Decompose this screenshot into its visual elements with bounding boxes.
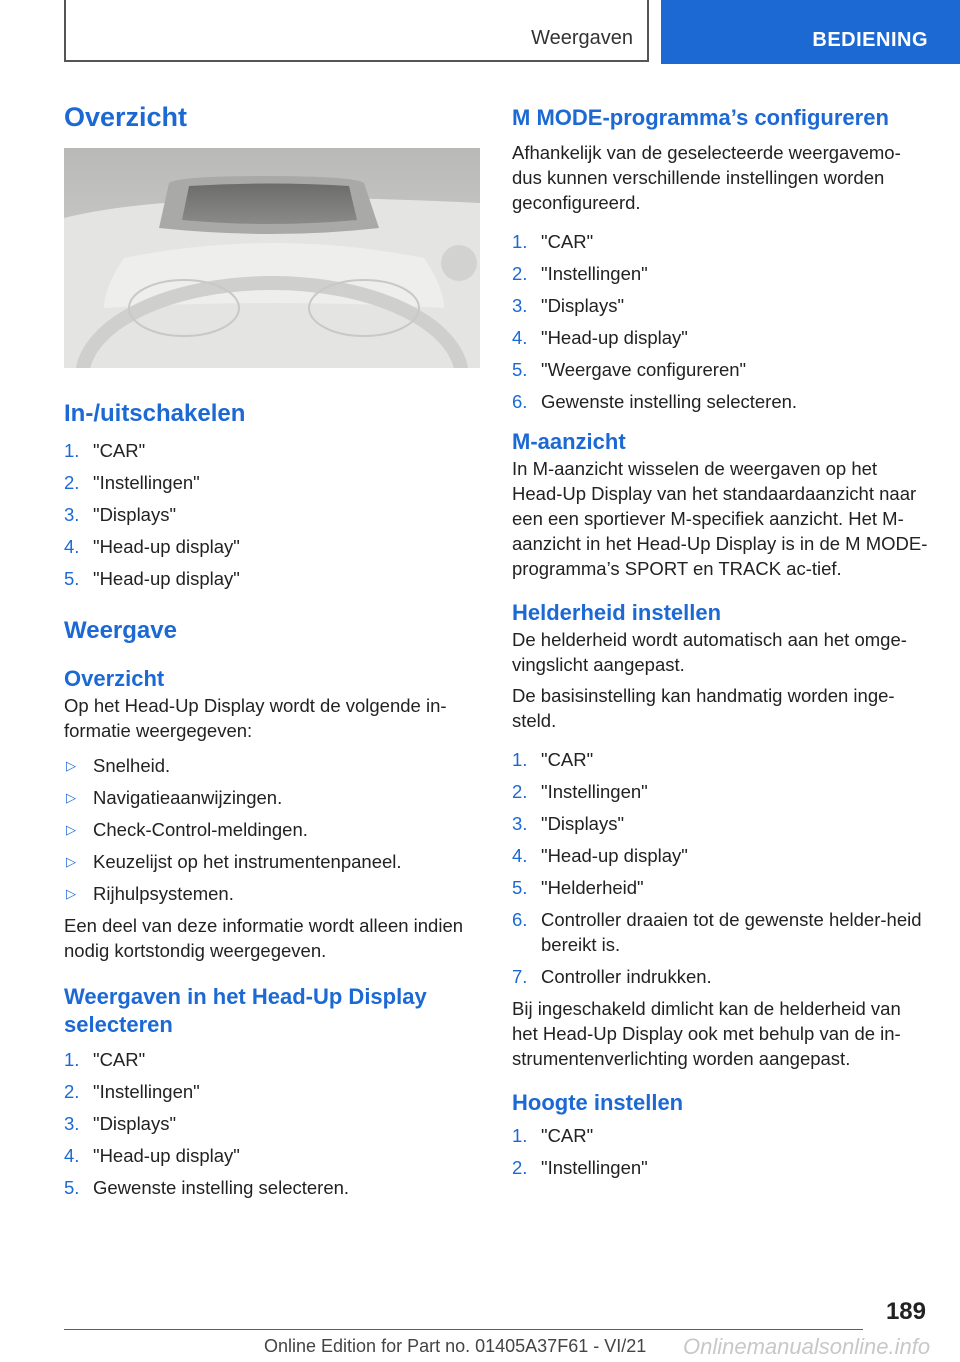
list-item: ▷ Snelheid. <box>66 755 171 776</box>
hud-photo <box>64 148 480 368</box>
triangle-bullet-icon: ▷ <box>66 854 76 869</box>
display-subtitle: Overzicht <box>64 666 165 691</box>
section-tab <box>64 0 649 62</box>
display-bullets <box>64 753 480 906</box>
chapter-tab <box>661 0 960 64</box>
chapter-label: BEDIENING <box>812 29 928 51</box>
list-item: 3. "Displays" <box>64 1113 177 1134</box>
list-item: 2. "Instellingen" <box>512 1157 648 1178</box>
list-item: 1. "CAR" <box>64 440 146 461</box>
maanzicht-title: M-aanzicht <box>512 429 626 454</box>
list-item: ▷ Check-Control-meldingen. <box>66 819 308 840</box>
overview-title: Overzicht <box>64 102 188 132</box>
onoff-title: In-/uitschakelen <box>64 400 246 427</box>
maanzicht-text: In M-aanzicht wisselen de weergaven op het Head-Up Display van het standaardaanzicht naar een een sportiever M-specifiek aanzicht. Het M-aanzicht in het Head-Up Display is in de M MODE-programma’s SPORT en TRACK ac-tief. <box>512 458 928 579</box>
right-column <box>512 100 928 1187</box>
watermark: Onlinemanualsonline.info <box>683 1334 931 1359</box>
list-item: 1. "CAR" <box>512 231 594 252</box>
list-item: 4. "Head-up display" <box>512 327 688 348</box>
mmode-intro: Afhankelijk van de geselecteerde weergavemo-dus kunnen verschillende instellingen worden geconfigureerd. <box>512 142 901 213</box>
brightness-p1: De helderheid wordt automatisch aan het omge-vingslicht aangepast. <box>512 629 907 675</box>
list-item: 6. Controller draaien tot de gewenste helder-heid bereikt is. <box>512 909 922 955</box>
list-item: 3. "Displays" <box>64 504 177 525</box>
edition-text: Online Edition for Part no. 01405A37F61 - VI/21 <box>264 1336 647 1356</box>
list-item: 7. Controller indrukken. <box>512 966 712 987</box>
list-item: 5. "Helderheid" <box>512 877 644 898</box>
mmode-title: M MODE-programma’s configureren <box>512 105 889 130</box>
height-steps <box>512 1123 928 1180</box>
page-header <box>64 0 960 64</box>
brightness-steps <box>512 747 928 989</box>
triangle-bullet-icon: ▷ <box>66 758 76 773</box>
list-item: 2. "Instellingen" <box>64 472 200 493</box>
height-title: Hoogte instellen <box>512 1090 684 1115</box>
onoff-steps <box>64 438 480 591</box>
display-intro: Op het Head-Up Display wordt de volgende in-formatie weergegeven: <box>64 695 447 741</box>
list-item: 5. "Head-up display" <box>64 568 240 589</box>
footer-divider <box>64 1329 863 1330</box>
left-column <box>64 100 480 1207</box>
section-label: Weergaven <box>531 27 633 49</box>
list-item: 2. "Instellingen" <box>512 781 648 802</box>
select-title: Weergaven in het Head-Up Display selecteren <box>64 984 427 1037</box>
display-title: Weergave <box>64 617 177 644</box>
mmode-steps <box>512 229 928 414</box>
list-item: 5. Gewenste instelling selecteren. <box>64 1177 350 1198</box>
list-item: 1. "CAR" <box>512 749 594 770</box>
list-item: ▷ Keuzelijst op het instrumentenpaneel. <box>66 851 402 872</box>
list-item: 4. "Head-up display" <box>64 536 240 557</box>
brightness-note: Bij ingeschakeld dimlicht kan de helderheid van het Head-Up Display ook met behulp van de in-strumentenverlichting worden aangepast. <box>512 998 901 1069</box>
dashboard-illustration <box>64 148 480 368</box>
brightness-p2: De basisinstelling kan handmatig worden inge-steld. <box>512 685 895 731</box>
list-item: 5. "Weergave configureren" <box>512 359 747 380</box>
list-item: 4. "Head-up display" <box>64 1145 240 1166</box>
list-item: 6. Gewenste instelling selecteren. <box>512 391 798 412</box>
list-item: ▷ Navigatieaanwijzingen. <box>66 787 283 808</box>
list-item: 1. "CAR" <box>64 1049 146 1070</box>
list-item: 2. "Instellingen" <box>64 1081 200 1102</box>
brightness-title: Helderheid instellen <box>512 600 722 625</box>
triangle-bullet-icon: ▷ <box>66 822 76 837</box>
page-number: 189 <box>885 1298 926 1325</box>
list-item: 3. "Displays" <box>512 295 625 316</box>
list-item: 4. "Head-up display" <box>512 845 688 866</box>
list-item: 2. "Instellingen" <box>512 263 648 284</box>
triangle-bullet-icon: ▷ <box>66 886 76 901</box>
display-note: Een deel van deze informatie wordt alleen indien nodig kortstondig weergegeven. <box>64 915 464 961</box>
list-item: 1. "CAR" <box>512 1125 594 1146</box>
list-item: 3. "Displays" <box>512 813 625 834</box>
list-item: ▷ Rijhulpsystemen. <box>66 883 234 904</box>
triangle-bullet-icon: ▷ <box>66 790 76 805</box>
select-steps <box>64 1047 480 1200</box>
